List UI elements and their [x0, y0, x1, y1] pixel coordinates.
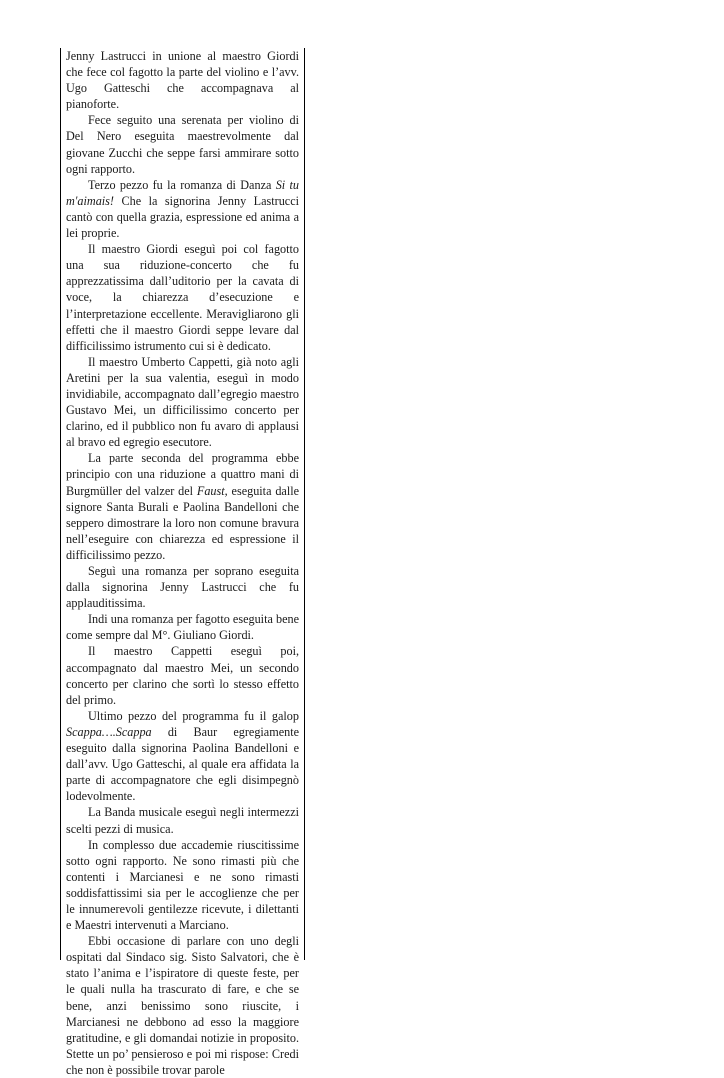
text-run: Ultimo pezzo del programma fu il galop	[88, 708, 299, 723]
text-run: La parte seconda del programma ebbe principio con una riduzione a quattro mani di Burgmüller del valzer del	[66, 451, 299, 498]
paragraph-8: Indi una romanza per fagotto eseguita bene come sempre dal M°. Giuliano Giordi.	[66, 612, 299, 643]
paragraph-1: Jenny Lastrucci in unione al maestro Giordi che fece col fagotto la parte del violino e l’avv. Ugo Gatteschi che accompagnava al pianoforte.	[66, 49, 299, 112]
paragraph-5: Il maestro Umberto Cappetti, già noto agli Aretini per la sua valentia, eseguì in modo invidiabile, accompagnato dall’egregio maestro Gustavo Mei, un difficilissimo concerto per clarino, ed il pubblico non fu avaro di applausi al bravo ed egregio esecutore.	[66, 354, 299, 450]
text-run: di Baur egregiamente eseguito dalla signorina Paolina Bandelloni e dall’avv. Ugo Gatteschi, al quale era affidata la parte di accompagnatore che egli disimpegnò lodevolmente.	[66, 724, 299, 804]
article-column	[60, 48, 305, 1077]
text-run: Che la signorina Jenny Lastrucci cantò con quella grazia, espressione ed anima a lei proprie.	[66, 193, 299, 241]
paragraph-2: Fece seguito una serenata per violino di Del Nero eseguita maestrevolmente dal giovane Zucchi che seppe farsi ammirare sotto ogni rapporto.	[66, 113, 299, 176]
opera-title: Faust,	[196, 483, 228, 498]
text-run: Terzo pezzo fu la romanza di Danza	[88, 177, 276, 192]
paragraph-6	[66, 450, 299, 563]
galop-title: Scappa….Scappa	[66, 724, 152, 739]
text-run: eseguita dalle signore Santa Burali e Paolina Bandelloni che seppero dimostrare la loro non comune bravura nell’eseguire con chiarezza ed espressione il difficilissimo pezzo.	[66, 483, 300, 562]
paragraph-13: Ebbi occasione di parlare con uno degli ospitati dal Sindaco sig. Sisto Salvatori, che è stato l’anima e l’ispiratore di queste feste, per le quali nulla ha trascurato di fare, e che se bene, anzi benissimo sono riuscite, i Marcianesi ne debbono ad esso la maggiore gratitudine, e gli domandai notizie in proposito. Stette un po’ pensieroso e poi mi rispose: Credi che non è possibile trovar parole	[66, 934, 299, 1077]
paragraph-11: La Banda musicale eseguì negli intermezzi scelti pezzi di musica.	[66, 805, 299, 836]
paragraph-12: In complesso due accademie riuscitissime sotto ogni rapporto. Ne sono rimasti più che contenti i Marcianesi e ne sono rimasti soddisfattissimi sia per le accoglienze che per le innumerevoli gentilezze ricevute, i dilettanti e Maestri intervenuti a Marciano.	[66, 837, 299, 933]
paragraph-10	[66, 708, 299, 805]
paragraph-9: Il maestro Cappetti eseguì poi, accompagnato dal maestro Mei, un secondo concerto per clarino che sortì lo stesso effetto del primo.	[66, 644, 299, 707]
paragraph-3	[66, 177, 299, 241]
song-title: Si tu m'aimais!	[66, 177, 299, 208]
paragraph-4: Il maestro Giordi eseguì poi col fagotto una sua riduzione-concerto che fu apprezzatissima dall’uditorio per la cavata di voce, la chiarezza d’esecuzione e l’interpretazione eccellente. Meravigliarono gli effetti che il maestro Giordi seppe levare dal difficilissimo istrumento cui si è dedicato.	[66, 242, 299, 353]
paragraph-7: Seguì una romanza per soprano eseguita dalla signorina Jenny Lastrucci che fu applauditissima.	[66, 564, 299, 611]
